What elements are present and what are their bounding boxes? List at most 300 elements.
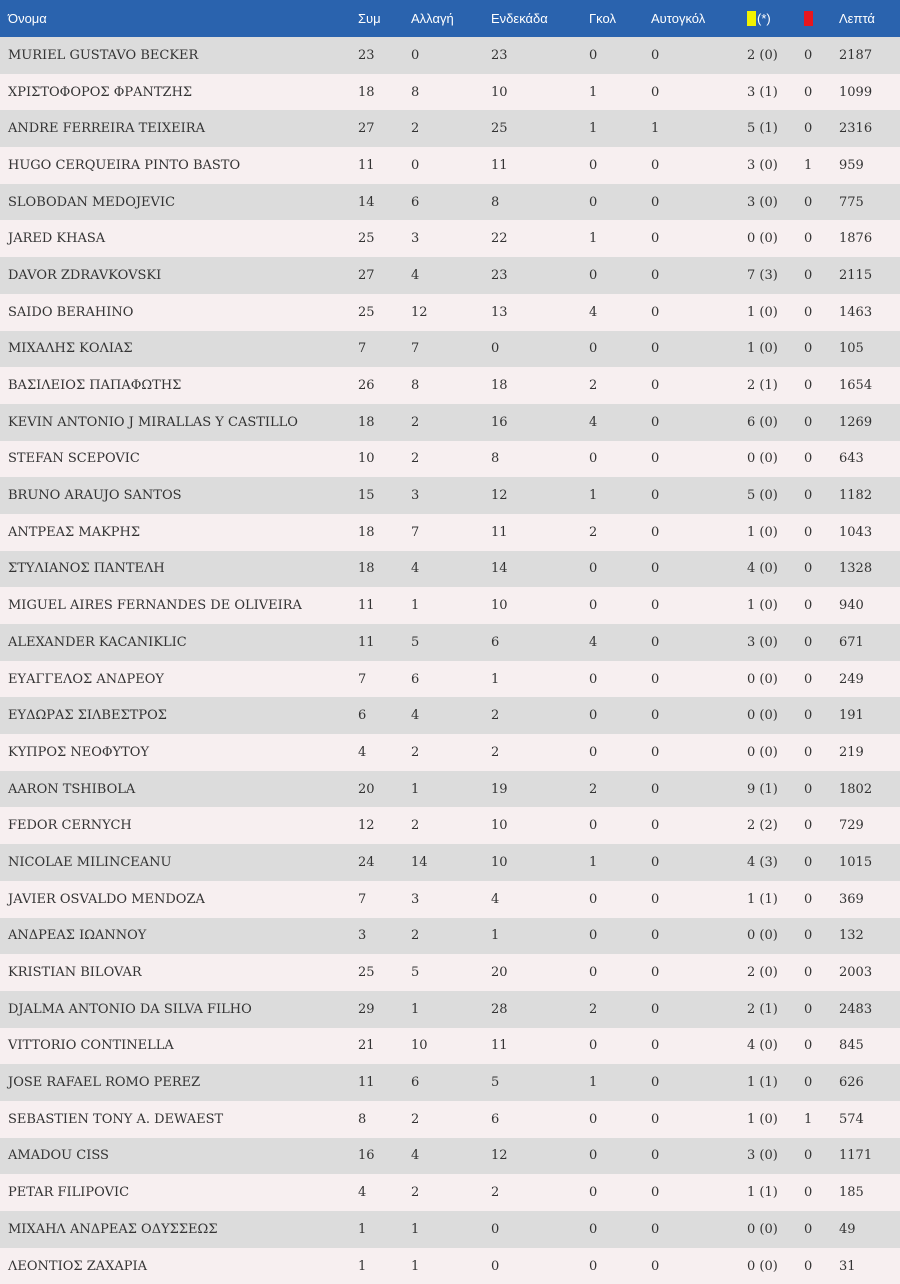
cell-minutes: 643 [839, 451, 864, 467]
col-header-minutes[interactable]: Λεπτά [839, 11, 875, 26]
cell-goals: 0 [589, 451, 598, 467]
cell-name: JAVIER OSVALDO MENDOZA [8, 891, 205, 907]
cell-own-goals: 0 [651, 1111, 660, 1127]
cell-apps: 20 [358, 781, 375, 797]
cell-goals: 0 [589, 1221, 598, 1237]
col-header-own-goals[interactable]: Αυτογκόλ [651, 11, 706, 26]
cell-goals: 0 [589, 708, 598, 724]
cell-goals: 0 [589, 598, 598, 614]
cell-name: JARED KHASA [8, 231, 106, 247]
cell-own-goals: 0 [651, 781, 660, 797]
cell-goals: 1 [589, 231, 598, 247]
cell-red: 0 [804, 1221, 813, 1237]
cell-sub: 2 [411, 744, 420, 760]
cell-start: 2 [491, 744, 500, 760]
table-row[interactable] [0, 220, 900, 257]
cell-minutes: 626 [839, 1075, 864, 1091]
cell-apps: 25 [358, 231, 375, 247]
cell-apps: 29 [358, 1001, 375, 1017]
cell-name: KRISTIAN BILOVAR [8, 965, 142, 981]
cell-sub: 4 [411, 708, 420, 724]
cell-own-goals: 0 [651, 194, 660, 210]
cell-name: DJALMA ANTONIO DA SILVA FILHO [8, 1001, 252, 1017]
cell-minutes: 49 [839, 1221, 856, 1237]
cell-goals: 4 [589, 414, 598, 430]
cell-apps: 10 [358, 451, 375, 467]
table-row[interactable] [0, 881, 900, 918]
col-header-start[interactable]: Ενδεκάδα [491, 11, 548, 26]
cell-yellow: 1 (0) [747, 1111, 778, 1127]
cell-minutes: 2483 [839, 1001, 873, 1017]
cell-start: 11 [491, 1038, 508, 1054]
cell-name: BRUNO ARAUJO SANTOS [8, 488, 182, 504]
cell-yellow: 1 (0) [747, 598, 778, 614]
cell-name: ΣΤΥΛΙΑΝΟΣ ΠΑΝΤΕΛΗ [8, 561, 165, 577]
cell-sub: 1 [411, 781, 420, 797]
cell-red: 0 [804, 1148, 813, 1164]
cell-minutes: 1182 [839, 488, 873, 504]
cell-red: 0 [804, 414, 813, 430]
cell-apps: 21 [358, 1038, 375, 1054]
table-row[interactable] [0, 991, 900, 1028]
cell-red: 0 [804, 1001, 813, 1017]
cell-sub: 3 [411, 891, 420, 907]
cell-goals: 1 [589, 121, 598, 137]
cell-name: ΜΙΧΑΛΗΣ ΚΟΛΙΑΣ [8, 341, 133, 357]
cell-yellow: 5 (0) [747, 488, 778, 504]
table-row[interactable] [0, 661, 900, 698]
cell-sub: 6 [411, 1075, 420, 1091]
cell-minutes: 1876 [839, 231, 873, 247]
cell-sub: 1 [411, 1221, 420, 1237]
cell-minutes: 1171 [839, 1148, 873, 1164]
col-header-yellow[interactable] [739, 0, 796, 37]
cell-sub: 5 [411, 965, 420, 981]
cell-name: ΛΕΟΝΤΙΟΣ ΖΑΧΑΡΙΑ [8, 1258, 148, 1274]
cell-apps: 27 [358, 121, 375, 137]
cell-sub: 1 [411, 1258, 420, 1274]
table-row[interactable] [0, 367, 900, 404]
cell-start: 2 [491, 708, 500, 724]
cell-apps: 7 [358, 671, 367, 687]
cell-own-goals: 0 [651, 708, 660, 724]
cell-start: 18 [491, 378, 508, 394]
cell-yellow: 2 (2) [747, 818, 778, 834]
table-row[interactable] [0, 147, 900, 184]
cell-minutes: 729 [839, 818, 864, 834]
table-row[interactable] [0, 587, 900, 624]
cell-minutes: 1269 [839, 414, 873, 430]
cell-name: AMADOU CISS [8, 1148, 109, 1164]
cell-start: 1 [491, 671, 500, 687]
cell-minutes: 132 [839, 928, 864, 944]
cell-start: 12 [491, 1148, 508, 1164]
cell-apps: 18 [358, 561, 375, 577]
table-row[interactable] [0, 514, 900, 551]
cell-goals: 0 [589, 267, 598, 283]
cell-yellow: 0 (0) [747, 231, 778, 247]
cell-sub: 2 [411, 818, 420, 834]
cell-apps: 8 [358, 1111, 367, 1127]
cell-sub: 1 [411, 598, 420, 614]
cell-name: ΚΥΠΡΟΣ ΝΕΟΦΥΤΟΥ [8, 744, 150, 760]
cell-red: 0 [804, 1258, 813, 1274]
col-header-goals[interactable]: Γκολ [589, 11, 616, 26]
cell-start: 14 [491, 561, 508, 577]
cell-goals: 0 [589, 818, 598, 834]
cell-goals: 0 [589, 1258, 598, 1274]
cell-start: 12 [491, 488, 508, 504]
cell-minutes: 574 [839, 1111, 864, 1127]
cell-sub: 2 [411, 451, 420, 467]
cell-yellow: 1 (0) [747, 341, 778, 357]
cell-minutes: 1043 [839, 524, 873, 540]
cell-goals: 0 [589, 194, 598, 210]
cell-goals: 4 [589, 304, 598, 320]
cell-name: NICOLAE MILINCEANU [8, 854, 172, 870]
cell-red: 0 [804, 1038, 813, 1054]
cell-minutes: 2115 [839, 267, 873, 283]
cell-own-goals: 0 [651, 84, 660, 100]
cell-name: ΕΥΑΓΓΕΛΟΣ ΑΝΔΡΕΟΥ [8, 671, 164, 687]
cell-name: DAVOR ZDRAVKOVSKI [8, 267, 162, 283]
cell-name: HUGO CERQUEIRA PINTO BASTO [8, 157, 241, 173]
cell-goals: 0 [589, 1038, 598, 1054]
cell-goals: 0 [589, 1185, 598, 1201]
cell-goals: 0 [589, 1148, 598, 1164]
cell-sub: 4 [411, 561, 420, 577]
cell-red: 0 [804, 524, 813, 540]
cell-own-goals: 0 [651, 818, 660, 834]
cell-red: 0 [804, 378, 813, 394]
cell-own-goals: 0 [651, 965, 660, 981]
table-row[interactable] [0, 1101, 900, 1138]
cell-goals: 0 [589, 744, 598, 760]
table-row[interactable] [0, 110, 900, 147]
cell-goals: 0 [589, 965, 598, 981]
cell-sub: 2 [411, 928, 420, 944]
cell-own-goals: 0 [651, 1038, 660, 1054]
cell-minutes: 940 [839, 598, 864, 614]
cell-sub: 0 [411, 47, 420, 63]
cell-red: 0 [804, 121, 813, 137]
cell-own-goals: 0 [651, 488, 660, 504]
cell-goals: 4 [589, 634, 598, 650]
cell-name: ΜΙΧΑΗΛ ΑΝΔΡΕΑΣ ΟΔΥΣΣΕΩΣ [8, 1221, 218, 1237]
cell-minutes: 1015 [839, 854, 873, 870]
cell-start: 6 [491, 1111, 500, 1127]
cell-red: 0 [804, 304, 813, 320]
cell-name: MIGUEL AIRES FERNANDES DE OLIVEIRA [8, 598, 302, 614]
table-row[interactable] [0, 441, 900, 478]
cell-own-goals: 0 [651, 928, 660, 944]
cell-yellow: 3 (0) [747, 1148, 778, 1164]
cell-sub: 3 [411, 231, 420, 247]
cell-start: 19 [491, 781, 508, 797]
cell-minutes: 775 [839, 194, 864, 210]
cell-red: 0 [804, 231, 813, 247]
table-row[interactable] [0, 551, 900, 588]
cell-start: 23 [491, 47, 508, 63]
cell-start: 0 [491, 1221, 500, 1237]
cell-apps: 18 [358, 414, 375, 430]
cell-start: 22 [491, 231, 508, 247]
cell-goals: 1 [589, 488, 598, 504]
cell-yellow: 1 (1) [747, 1185, 778, 1201]
cell-red: 0 [804, 561, 813, 577]
table-row[interactable] [0, 37, 900, 74]
cell-name: SEBASTIEN TONY A. DEWAEST [8, 1111, 224, 1127]
cell-minutes: 1328 [839, 561, 873, 577]
cell-apps: 14 [358, 194, 375, 210]
cell-sub: 14 [411, 854, 428, 870]
cell-sub: 2 [411, 1111, 420, 1127]
cell-yellow: 1 (0) [747, 304, 778, 320]
cell-own-goals: 0 [651, 634, 660, 650]
cell-goals: 1 [589, 854, 598, 870]
cell-apps: 27 [358, 267, 375, 283]
cell-red: 0 [804, 744, 813, 760]
cell-own-goals: 0 [651, 378, 660, 394]
cell-minutes: 2187 [839, 47, 873, 63]
cell-yellow: 0 (0) [747, 451, 778, 467]
cell-goals: 1 [589, 1075, 598, 1091]
table-row[interactable] [0, 1174, 900, 1211]
cell-name: MURIEL GUSTAVO BECKER [8, 47, 199, 63]
cell-own-goals: 0 [651, 891, 660, 907]
col-header-apps[interactable]: Συμ [358, 11, 381, 26]
cell-apps: 11 [358, 598, 375, 614]
cell-name: ΧΡΙΣΤΟΦΟΡΟΣ ΦΡΑΝΤΖΗΣ [8, 84, 193, 100]
cell-yellow: 3 (0) [747, 634, 778, 650]
cell-apps: 26 [358, 378, 375, 394]
cell-start: 13 [491, 304, 508, 320]
cell-name: AARON TSHIBOLA [8, 781, 136, 797]
cell-yellow: 3 (0) [747, 194, 778, 210]
cell-apps: 25 [358, 965, 375, 981]
cell-minutes: 105 [839, 341, 864, 357]
cell-minutes: 1802 [839, 781, 873, 797]
table-row[interactable] [0, 807, 900, 844]
cell-start: 5 [491, 1075, 500, 1091]
cell-own-goals: 1 [651, 121, 660, 137]
cell-own-goals: 0 [651, 341, 660, 357]
cell-start: 23 [491, 267, 508, 283]
cell-own-goals: 0 [651, 1001, 660, 1017]
cell-minutes: 2316 [839, 121, 873, 137]
table-row[interactable] [0, 1248, 900, 1284]
cell-name: SLOBODAN MEDOJEVIC [8, 194, 176, 210]
cell-yellow: 0 (0) [747, 708, 778, 724]
cell-sub: 2 [411, 121, 420, 137]
red-card-icon [804, 11, 813, 26]
cell-goals: 0 [589, 561, 598, 577]
cell-goals: 2 [589, 781, 598, 797]
cell-minutes: 1654 [839, 378, 873, 394]
table-row[interactable] [0, 331, 900, 368]
cell-name: SAIDO BERAHINO [8, 304, 134, 320]
cell-start: 1 [491, 928, 500, 944]
cell-apps: 18 [358, 84, 375, 100]
cell-own-goals: 0 [651, 451, 660, 467]
cell-apps: 11 [358, 634, 375, 650]
cell-red: 0 [804, 1075, 813, 1091]
cell-own-goals: 0 [651, 744, 660, 760]
cell-sub: 7 [411, 341, 420, 357]
cell-apps: 11 [358, 1075, 375, 1091]
col-header-name[interactable]: Όνομα [8, 11, 47, 26]
cell-apps: 7 [358, 341, 367, 357]
cell-yellow: 4 (0) [747, 561, 778, 577]
cell-start: 10 [491, 84, 508, 100]
cell-yellow: 0 (0) [747, 1221, 778, 1237]
cell-red: 0 [804, 1185, 813, 1201]
col-header-red[interactable] [796, 0, 831, 37]
cell-goals: 0 [589, 928, 598, 944]
cell-own-goals: 0 [651, 598, 660, 614]
cell-red: 0 [804, 84, 813, 100]
cell-apps: 16 [358, 1148, 375, 1164]
cell-apps: 18 [358, 524, 375, 540]
cell-start: 2 [491, 1185, 500, 1201]
table-row[interactable] [0, 1064, 900, 1101]
cell-red: 0 [804, 781, 813, 797]
cell-start: 28 [491, 1001, 508, 1017]
cell-yellow: 2 (0) [747, 965, 778, 981]
cell-goals: 0 [589, 891, 598, 907]
table-row[interactable] [0, 771, 900, 808]
table-row[interactable] [0, 74, 900, 111]
cell-red: 0 [804, 818, 813, 834]
cell-minutes: 219 [839, 744, 864, 760]
cell-own-goals: 0 [651, 267, 660, 283]
cell-sub: 2 [411, 414, 420, 430]
table-row[interactable] [0, 697, 900, 734]
cell-yellow: 4 (0) [747, 1038, 778, 1054]
table-row[interactable] [0, 734, 900, 771]
cell-sub: 8 [411, 84, 420, 100]
cell-goals: 1 [589, 84, 598, 100]
cell-minutes: 1099 [839, 84, 873, 100]
cell-apps: 23 [358, 47, 375, 63]
cell-own-goals: 0 [651, 561, 660, 577]
cell-start: 4 [491, 891, 500, 907]
cell-name: ΑΝΤΡΕΑΣ ΜΑΚΡΗΣ [8, 524, 141, 540]
cell-apps: 4 [358, 744, 367, 760]
cell-red: 0 [804, 267, 813, 283]
cell-red: 0 [804, 708, 813, 724]
table-row[interactable] [0, 404, 900, 441]
table-row[interactable] [0, 257, 900, 294]
cell-yellow: 0 (0) [747, 671, 778, 687]
cell-red: 0 [804, 47, 813, 63]
table-row[interactable] [0, 918, 900, 955]
cell-minutes: 369 [839, 891, 864, 907]
table-row[interactable] [0, 844, 900, 881]
cell-own-goals: 0 [651, 1221, 660, 1237]
cell-red: 1 [804, 1111, 813, 1127]
cell-start: 10 [491, 818, 508, 834]
cell-minutes: 1463 [839, 304, 873, 320]
cell-own-goals: 0 [651, 524, 660, 540]
cell-sub: 4 [411, 1148, 420, 1164]
cell-sub: 2 [411, 1185, 420, 1201]
table-row[interactable] [0, 477, 900, 514]
table-row[interactable] [0, 1028, 900, 1065]
cell-name: ΑΝΔΡΕΑΣ ΙΩΑΝΝΟΥ [8, 928, 147, 944]
cell-sub: 0 [411, 157, 420, 173]
cell-minutes: 31 [839, 1258, 856, 1274]
cell-goals: 2 [589, 378, 598, 394]
cell-red: 0 [804, 965, 813, 981]
cell-name: ΒΑΣΙΛΕΙΟΣ ΠΑΠΑΦΩΤΗΣ [8, 378, 182, 394]
cell-red: 0 [804, 854, 813, 870]
cell-start: 6 [491, 634, 500, 650]
cell-goals: 2 [589, 524, 598, 540]
cell-start: 25 [491, 121, 508, 137]
table-row[interactable] [0, 184, 900, 221]
cell-start: 10 [491, 854, 508, 870]
cell-red: 0 [804, 341, 813, 357]
cell-own-goals: 0 [651, 414, 660, 430]
cell-apps: 7 [358, 891, 367, 907]
cell-apps: 6 [358, 708, 367, 724]
cell-own-goals: 0 [651, 47, 660, 63]
yellow-suffix: (*) [757, 11, 771, 26]
cell-start: 8 [491, 451, 500, 467]
table-row[interactable] [0, 1211, 900, 1248]
cell-name: PETAR FILIPOVIC [8, 1185, 130, 1201]
cell-yellow: 2 (1) [747, 378, 778, 394]
cell-yellow: 1 (1) [747, 891, 778, 907]
cell-sub: 5 [411, 634, 420, 650]
cell-name: FEDOR CERNYCH [8, 818, 132, 834]
cell-start: 11 [491, 524, 508, 540]
cell-goals: 0 [589, 47, 598, 63]
cell-minutes: 249 [839, 671, 864, 687]
cell-minutes: 2003 [839, 965, 873, 981]
table-header-row [0, 0, 900, 37]
cell-yellow: 0 (0) [747, 1258, 778, 1274]
cell-red: 0 [804, 598, 813, 614]
table-row[interactable] [0, 1138, 900, 1175]
cell-minutes: 191 [839, 708, 864, 724]
cell-start: 10 [491, 598, 508, 614]
cell-yellow: 7 (3) [747, 267, 778, 283]
cell-start: 16 [491, 414, 508, 430]
col-header-sub[interactable]: Αλλαγή [411, 11, 454, 26]
table-row[interactable] [0, 954, 900, 991]
cell-yellow: 4 (3) [747, 854, 778, 870]
cell-goals: 0 [589, 671, 598, 687]
cell-name: KEVIN ANTONIO J MIRALLAS Y CASTILLO [8, 414, 298, 430]
cell-start: 0 [491, 341, 500, 357]
cell-name: STEFAN SCEPOVIC [8, 451, 140, 467]
cell-apps: 24 [358, 854, 375, 870]
cell-apps: 4 [358, 1185, 367, 1201]
cell-start: 8 [491, 194, 500, 210]
cell-own-goals: 0 [651, 1148, 660, 1164]
cell-goals: 2 [589, 1001, 598, 1017]
cell-yellow: 3 (0) [747, 157, 778, 173]
cell-goals: 0 [589, 1111, 598, 1127]
cell-red: 0 [804, 928, 813, 944]
cell-red: 0 [804, 671, 813, 687]
cell-apps: 11 [358, 157, 375, 173]
cell-minutes: 671 [839, 634, 864, 650]
table-row[interactable] [0, 624, 900, 661]
table-row[interactable] [0, 294, 900, 331]
